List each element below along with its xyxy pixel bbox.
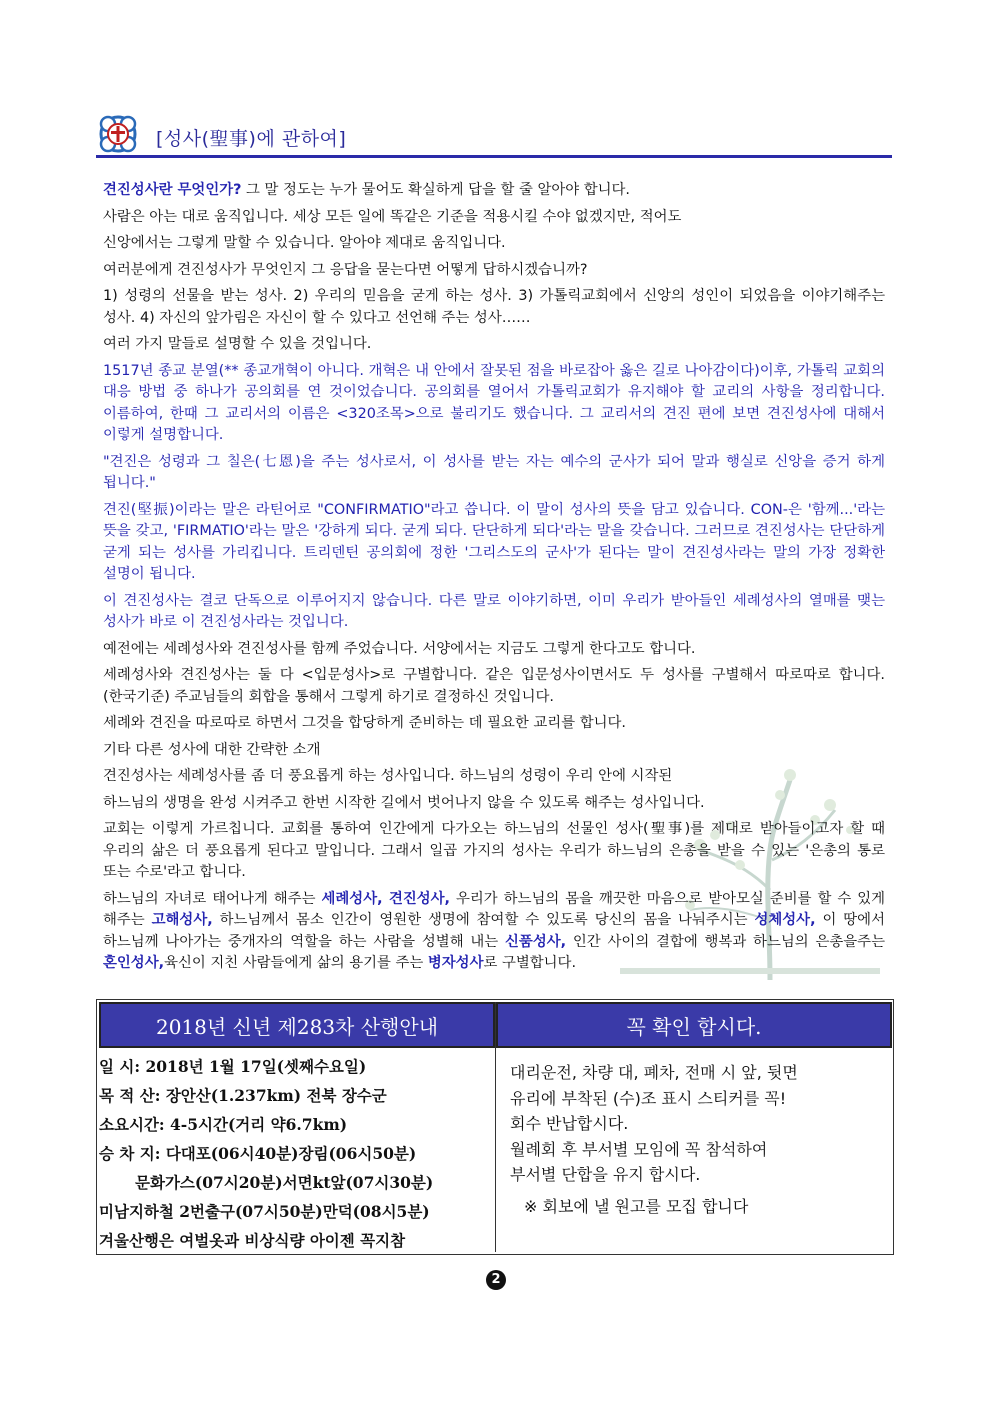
page-title: [성사(聖事)에 관하여] xyxy=(156,128,347,150)
reminder-details xyxy=(496,1048,892,1219)
paragraph: 신앙에서는 그렇게 말할 수 있습니다. 알아야 제대로 움직입니다. xyxy=(103,235,506,251)
hiking-notice-title: 2018년 신년 제283차 산행안내 xyxy=(99,1002,495,1048)
quote-paragraph: "견진은 성령과 그 칠은(七恩)을 주는 성사로서, 이 성사를 받는 자는 예수의 군사가 되어 말과 행실로 신앙을 증거 하게 됩니다." xyxy=(103,453,885,491)
hiking-details xyxy=(99,1048,495,1255)
paragraph: 여러 가지 말들로 설명할 수 있을 것입니다. xyxy=(103,336,372,352)
paragraph: 이 견진성사는 결코 단독으로 이루어지지 않습니다. 다른 말로 이야기하면, 이미 우리가 받아들인 세례성사의 열매를 맺는 성사가 바로 이 견진성사라는 것입니다. xyxy=(103,592,885,630)
header-divider xyxy=(96,155,892,158)
church-emblem-icon xyxy=(96,112,140,156)
reminder-line: 부서별 단합을 유지 합시다. xyxy=(510,1165,701,1184)
paragraph: 1) 성령의 선물을 받는 성사. 2) 우리의 믿음을 굳게 하는 성사. 3) 가톨릭교회에서 신앙의 성인이 되었음을 이야기해주는 성사. 4) 자신의 앞가림은 자신이 할 수 있다고 선언해 주는 성사…… xyxy=(103,288,885,326)
hiking-notice xyxy=(99,1002,495,1252)
paragraph: 사람은 아는 대로 움직입니다. 세상 모든 일에 똑같은 기준을 적용시킬 수야 없겠지만, 적어도 xyxy=(103,208,682,225)
paragraph: 하느님의 생명을 완성 시켜주고 한번 시작한 길에서 벗어나지 않을 수 있도록 해주는 성사입니다. xyxy=(103,794,705,811)
detail-line: 겨울산행은 여벌옷과 비상식량 아이젠 꼭지참 xyxy=(99,1231,406,1250)
reminder-line: 유리에 부착된 (수)조 표시 스티커를 꼭! xyxy=(510,1088,787,1108)
page-number: 2 xyxy=(486,1270,506,1290)
paragraph: 하느님의 자녀로 태어나게 해주는 세례성사, 견진성사, 우리가 하느님의 몸을 깨끗한 마음으로 받아모실 준비를 할 수 있게 해주는 고해성사, 하느님께서 몸소 인간이 영원한 생명에 참여할 수 있도록 당신의 몸을 나눠주시는 성체성사, 이 땅에서 하느님께 나아가는 중개자의 역할을 하는 사람을 성별해 내는 신품성사, 인간 사이의 결합에 행복과 하느님의 은총을주는 혼인성사,육신이 지친 사람들에게 삶의 용기를 주는 병자성사로 구별합니다. xyxy=(103,890,885,971)
detail-line: 소요시간: 4-5시간(거리 약6.7km) xyxy=(99,1115,348,1134)
paragraph: 세례와 견진을 따로따로 하면서 그것을 합당하게 준비하는 데 필요한 교리를 합니다. xyxy=(103,715,626,731)
reminder-line: 회수 반납합시다. xyxy=(510,1114,629,1133)
reminder-title: 꼭 확인 합시다. xyxy=(496,1002,892,1048)
paragraph: 여러분에게 견진성사가 무엇인지 그 응답을 묻는다면 어떻게 답하시겠습니까? xyxy=(103,261,588,278)
reminder-line: 월례회 후 부서별 모임에 꼭 참석하여 xyxy=(510,1139,768,1159)
reminder-footer: ※ 회보에 낼 원고를 모집 합니다 xyxy=(524,1196,749,1216)
notice-table xyxy=(96,999,894,1255)
paragraph: 예전에는 세례성사와 견진성사를 함께 주었습니다. 서양에서는 지금도 그렇게 한다고도 합니다. xyxy=(103,640,696,657)
detail-line: 목 적 산: 장안산(1.237km) 전북 장수군 xyxy=(99,1086,387,1105)
paragraph: 기타 다른 성사에 대한 간략한 소개 xyxy=(103,741,321,758)
paragraph: 견진성사는 세례성사를 좀 더 풍요롭게 하는 성사입니다. 하느님의 성령이 우리 안에 시작된 xyxy=(103,768,673,784)
detail-line: 미남지하철 2번출구(07시50분)만덕(08시5분) xyxy=(99,1202,430,1221)
paragraph: 세례성사와 견진성사는 둘 다 <입문성사>로 구별합니다. 같은 입문성사이면서도 두 성사를 구별해서 따로따로 합니다.(한국기준) 주교님들의 회합을 통해서 그렇게 하기로 결정하신 것입니다. xyxy=(103,667,885,705)
reminder-notice xyxy=(495,1002,892,1252)
page-header xyxy=(96,112,892,158)
paragraph: 견진(堅振)이라는 말은 라틴어로 "CONFIRMATIO"라고 씁니다. 이 말이 성사의 뜻을 담고 있습니다. CON-은 '함께...'라는 뜻을 갖고, 'FIRMATIO'라는 말은 '강하게 되다. 굳게 되다. 단단하게 되다'라는 말을 갖습니다. 그러므로 견진성사는 단단하게 굳게 되는 성사를 가리킵니다. 트리덴틴 공의회에 정한 '그리스도의 군사'가 된다는 말이 견진성사라는 말의 가장 정확한 설명이 됩니다. xyxy=(103,501,885,582)
article-body xyxy=(103,180,885,980)
paragraph: 1517년 종교 분열(** 종교개혁이 아니다. 개혁은 내 안에서 잘못된 점을 바로잡아 옳은 길로 나아감이다)이후, 가톨릭 교회의 대응 방법 중 하나가 공의회를 연 것이었습니다. 공의회를 열어서 가톨릭교회가 유지해야 할 교리의 사항을 정리합니다. 이름하여, 한때 그 교리서의 이름은 <320조목>으로 불리기도 했습니다. 그 교리서의 견진 편에 보면 견진성사에 대해서 이렇게 설명합니다. xyxy=(103,362,885,443)
detail-line: 승 차 지: 다대포(06시40분)장림(06시50분) xyxy=(99,1144,417,1163)
paragraph: 교회는 이렇게 가르칩니다. 교회를 통하여 인간에게 다가오는 하느님의 선물인 성사(聖事)를 제대로 받아들이고자 할 때 우리의 삶은 더 풍요롭게 된다고 말입니다. 그래서 일곱 가지의 성사는 우리가 하느님의 은총을 받을 수 있는 '은총의 통로 또는 수로'라고 합니다. xyxy=(103,821,885,880)
reminder-line: 대리운전, 차량 대, 폐차, 전매 시 앞, 뒷면 xyxy=(510,1063,798,1082)
detail-line: 일 시: 2018년 1월 17일(셋째수요일) xyxy=(99,1057,367,1076)
paragraph: 견진성사란 무엇인가? 그 말 정도는 누가 물어도 확실하게 답을 할 줄 알아야 합니다. xyxy=(103,182,631,198)
detail-line: 문화가스(07시20분)서면kt앞(07시30분) xyxy=(135,1173,434,1192)
